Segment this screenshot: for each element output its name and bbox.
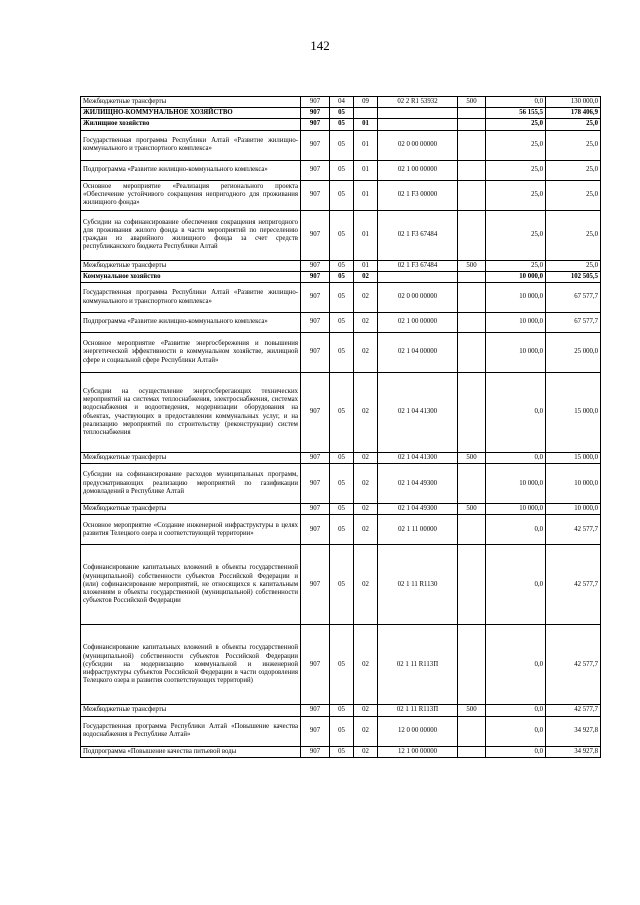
amount-year-2: 15 000,0 xyxy=(546,453,601,464)
table-row xyxy=(81,130,601,160)
row-name: Субсидии на осуществление энергосберегающих технических мероприятий на системах теплоснабжения, электроснабжения, системах водоснабжения и водоотведения, модернизации оборудования на объектах, участвующих в предоставлении коммунальных услуг, и на реализацию мероприятий по строительству (реконструкции) систем теплоснабжения xyxy=(81,373,301,453)
ministry-code: 907 xyxy=(301,453,330,464)
subsection-code: 02 xyxy=(354,271,378,282)
section-code: 05 xyxy=(330,716,354,746)
ministry-code: 907 xyxy=(301,108,330,119)
ministry-code: 907 xyxy=(301,545,330,625)
target-article-code: 12 1 00 00000 xyxy=(378,746,458,757)
expense-type-code xyxy=(458,333,486,373)
page-number: 142 xyxy=(310,38,330,53)
section-code: 05 xyxy=(330,515,354,545)
expense-type-code xyxy=(458,746,486,757)
expense-type-code xyxy=(458,180,486,210)
amount-year-2: 25,0 xyxy=(546,260,601,271)
target-article-code: 02 1 04 41300 xyxy=(378,453,458,464)
expense-type-code xyxy=(458,271,486,282)
expense-type-code xyxy=(458,716,486,746)
ministry-code: 907 xyxy=(301,515,330,545)
amount-year-2: 10 000,0 xyxy=(546,504,601,515)
ministry-code: 907 xyxy=(301,260,330,271)
subsection-code: 02 xyxy=(354,716,378,746)
target-article-code: 02 1 11 R113П xyxy=(378,705,458,716)
amount-year-2: 67 577,7 xyxy=(546,283,601,313)
amount-year-1: 10 000,0 xyxy=(486,504,546,515)
section-code: 05 xyxy=(330,210,354,260)
amount-year-2: 10 000,0 xyxy=(546,464,601,504)
expense-type-code xyxy=(458,210,486,260)
amount-year-1: 0,0 xyxy=(486,705,546,716)
target-article-code: 02 1 11 00000 xyxy=(378,515,458,545)
row-name: Основное мероприятие «Реализация регионального проекта «Обеспечение устойчивого сокращения непригодного для проживания жилищного фонда» xyxy=(81,180,301,210)
table-row xyxy=(81,160,601,180)
expense-type-code xyxy=(458,108,486,119)
amount-year-2: 42 577,7 xyxy=(546,625,601,705)
ministry-code: 907 xyxy=(301,210,330,260)
ministry-code: 907 xyxy=(301,283,330,313)
amount-year-1: 0,0 xyxy=(486,625,546,705)
row-name: Подпрограмма «Повышение качества питьевой воды xyxy=(81,746,301,757)
target-article-code: 02 1 00 00000 xyxy=(378,160,458,180)
amount-year-1: 0,0 xyxy=(486,97,546,108)
table-row xyxy=(81,705,601,716)
subsection-code: 09 xyxy=(354,97,378,108)
amount-year-2: 25,0 xyxy=(546,210,601,260)
subsection-code: 02 xyxy=(354,705,378,716)
subsection-code: 02 xyxy=(354,504,378,515)
table-row xyxy=(81,545,601,625)
budget-table xyxy=(80,96,601,758)
section-code: 05 xyxy=(330,746,354,757)
ministry-code: 907 xyxy=(301,373,330,453)
amount-year-1: 25,0 xyxy=(486,260,546,271)
row-name: Жилищное хозяйство xyxy=(81,119,301,130)
amount-year-1: 25,0 xyxy=(486,130,546,160)
table-row xyxy=(81,504,601,515)
subsection-code: 02 xyxy=(354,453,378,464)
ministry-code: 907 xyxy=(301,160,330,180)
section-code: 05 xyxy=(330,271,354,282)
target-article-code: 02 1 11 R113П xyxy=(378,625,458,705)
section-code: 05 xyxy=(330,130,354,160)
section-code: 05 xyxy=(330,119,354,130)
row-name: ЖИЛИЩНО-КОММУНАЛЬНОЕ ХОЗЯЙСТВО xyxy=(81,108,301,119)
section-code: 05 xyxy=(330,313,354,333)
section-code: 05 xyxy=(330,545,354,625)
row-name: Субсидии на софинансирование обеспечения сокращения непригодного для проживания жилого фонда в части мероприятий по переселению граждан из аварийного жилищного фонда за счет средств республиканского бюджета Республики Алтай xyxy=(81,210,301,260)
expense-type-code: 500 xyxy=(458,504,486,515)
amount-year-1: 25,0 xyxy=(486,180,546,210)
section-code: 05 xyxy=(330,504,354,515)
section-code: 04 xyxy=(330,97,354,108)
amount-year-1: 56 155,5 xyxy=(486,108,546,119)
expense-type-code xyxy=(458,515,486,545)
row-name: Коммунальное хозяйство xyxy=(81,271,301,282)
section-code: 05 xyxy=(330,705,354,716)
ministry-code: 907 xyxy=(301,464,330,504)
section-code: 05 xyxy=(330,108,354,119)
amount-year-2: 178 406,9 xyxy=(546,108,601,119)
ministry-code: 907 xyxy=(301,504,330,515)
section-code: 05 xyxy=(330,373,354,453)
amount-year-1: 0,0 xyxy=(486,746,546,757)
amount-year-1: 25,0 xyxy=(486,160,546,180)
row-name: Межбюджетные трансферты xyxy=(81,260,301,271)
subsection-code: 02 xyxy=(354,464,378,504)
ministry-code: 907 xyxy=(301,625,330,705)
row-name: Государственная программа Республики Алтай «Развитие жилищно-коммунального и транспортного комплекса» xyxy=(81,283,301,313)
target-article-code: 02 1 04 41300 xyxy=(378,373,458,453)
target-article-code: 02 1 04 00000 xyxy=(378,333,458,373)
table-row xyxy=(81,716,601,746)
section-code: 05 xyxy=(330,260,354,271)
subsection-code: 01 xyxy=(354,130,378,160)
subsection-code: 02 xyxy=(354,333,378,373)
amount-year-1: 25,0 xyxy=(486,119,546,130)
row-name: Государственная программа Республики Алтай «Развитие жилищно-коммунального и транспортного комплекса» xyxy=(81,130,301,160)
table-row xyxy=(81,210,601,260)
table-row xyxy=(81,464,601,504)
table-row xyxy=(81,333,601,373)
expense-type-code xyxy=(458,160,486,180)
section-code: 05 xyxy=(330,625,354,705)
target-article-code: 02 0 00 00000 xyxy=(378,130,458,160)
target-article-code: 12 0 00 00000 xyxy=(378,716,458,746)
target-article-code: 02 1 F3 67484 xyxy=(378,260,458,271)
section-code: 05 xyxy=(330,283,354,313)
amount-year-1: 10 000,0 xyxy=(486,271,546,282)
expense-type-code xyxy=(458,464,486,504)
ministry-code: 907 xyxy=(301,313,330,333)
table-row xyxy=(81,97,601,108)
ministry-code: 907 xyxy=(301,97,330,108)
table-row xyxy=(81,108,601,119)
row-name: Основное мероприятие «Развитие энергосбережения и повышения энергетической эффективности в коммунальном хозяйстве, жилищной сфере и социальной сфере Республики Алтай» xyxy=(81,333,301,373)
subsection-code: 01 xyxy=(354,260,378,271)
table-row xyxy=(81,746,601,757)
amount-year-1: 10 000,0 xyxy=(486,283,546,313)
ministry-code: 907 xyxy=(301,746,330,757)
amount-year-2: 25 000,0 xyxy=(546,333,601,373)
table-row xyxy=(81,515,601,545)
amount-year-1: 0,0 xyxy=(486,515,546,545)
amount-year-2: 42 577,7 xyxy=(546,545,601,625)
row-name: Межбюджетные трансферты xyxy=(81,453,301,464)
target-article-code: 02 1 F3 67484 xyxy=(378,210,458,260)
amount-year-2: 25,0 xyxy=(546,180,601,210)
expense-type-code xyxy=(458,130,486,160)
ministry-code: 907 xyxy=(301,716,330,746)
target-article-code: 02 2 R1 53932 xyxy=(378,97,458,108)
table-row xyxy=(81,119,601,130)
amount-year-1: 0,0 xyxy=(486,373,546,453)
section-code: 05 xyxy=(330,333,354,373)
amount-year-2: 67 577,7 xyxy=(546,313,601,333)
subsection-code: 02 xyxy=(354,746,378,757)
ministry-code: 907 xyxy=(301,180,330,210)
amount-year-1: 0,0 xyxy=(486,453,546,464)
row-name: Межбюджетные трансферты xyxy=(81,504,301,515)
table-row xyxy=(81,271,601,282)
subsection-code: 02 xyxy=(354,283,378,313)
subsection-code: 01 xyxy=(354,180,378,210)
amount-year-1: 10 000,0 xyxy=(486,464,546,504)
amount-year-1: 10 000,0 xyxy=(486,333,546,373)
amount-year-2: 15 000,0 xyxy=(546,373,601,453)
subsection-code: 01 xyxy=(354,210,378,260)
amount-year-2: 34 927,8 xyxy=(546,746,601,757)
expense-type-code: 500 xyxy=(458,453,486,464)
target-article-code: 02 1 04 49300 xyxy=(378,464,458,504)
section-code: 05 xyxy=(330,453,354,464)
subsection-code: 01 xyxy=(354,160,378,180)
target-article-code: 02 1 11 R1130 xyxy=(378,545,458,625)
target-article-code: 02 1 04 49300 xyxy=(378,504,458,515)
table-row xyxy=(81,453,601,464)
subsection-code: 01 xyxy=(354,119,378,130)
section-code: 05 xyxy=(330,160,354,180)
subsection-code xyxy=(354,108,378,119)
expense-type-code xyxy=(458,313,486,333)
target-article-code xyxy=(378,271,458,282)
subsection-code: 02 xyxy=(354,313,378,333)
expense-type-code xyxy=(458,625,486,705)
amount-year-2: 34 927,8 xyxy=(546,716,601,746)
table-row xyxy=(81,313,601,333)
subsection-code: 02 xyxy=(354,625,378,705)
target-article-code: 02 1 F3 00000 xyxy=(378,180,458,210)
expense-type-code: 500 xyxy=(458,705,486,716)
row-name: Подпрограмма «Развитие жилищно-коммунального комплекса» xyxy=(81,313,301,333)
row-name: Субсидии на софинансирование расходов муниципальных программ, предусматривающих реализацию мероприятий по газификации домовладений в Республике Алтай xyxy=(81,464,301,504)
row-name: Основное мероприятие «Создание инженерной инфраструктуры в целях развития Телецкого озера и соответствующей территории» xyxy=(81,515,301,545)
expense-type-code xyxy=(458,373,486,453)
amount-year-2: 25,0 xyxy=(546,119,601,130)
ministry-code: 907 xyxy=(301,130,330,160)
subsection-code: 02 xyxy=(354,545,378,625)
subsection-code: 02 xyxy=(354,515,378,545)
amount-year-2: 42 577,7 xyxy=(546,705,601,716)
table-row xyxy=(81,625,601,705)
section-code: 05 xyxy=(330,464,354,504)
target-article-code xyxy=(378,119,458,130)
row-name: Межбюджетные трансферты xyxy=(81,705,301,716)
expense-type-code: 500 xyxy=(458,260,486,271)
row-name: Межбюджетные трансферты xyxy=(81,97,301,108)
expense-type-code xyxy=(458,545,486,625)
row-name: Подпрограмма «Развитие жилищно-коммунального комплекса» xyxy=(81,160,301,180)
amount-year-2: 25,0 xyxy=(546,130,601,160)
ministry-code: 907 xyxy=(301,705,330,716)
target-article-code xyxy=(378,108,458,119)
table-row xyxy=(81,283,601,313)
amount-year-2: 130 000,0 xyxy=(546,97,601,108)
amount-year-1: 25,0 xyxy=(486,210,546,260)
section-code: 05 xyxy=(330,180,354,210)
target-article-code: 02 1 00 00000 xyxy=(378,313,458,333)
row-name: Софинансирование капитальных вложений в объекты государственной (муниципальной) собственности субъектов Российской Федерации и (или) софинансирование мероприятий, не относящихся к капитальным вложениям в объекты государственной (муниципальной) собственности субъектов Российской Федерации xyxy=(81,545,301,625)
ministry-code: 907 xyxy=(301,271,330,282)
amount-year-2: 25,0 xyxy=(546,160,601,180)
amount-year-2: 102 505,5 xyxy=(546,271,601,282)
amount-year-1: 0,0 xyxy=(486,716,546,746)
expense-type-code: 500 xyxy=(458,97,486,108)
table-row xyxy=(81,180,601,210)
table-row xyxy=(81,373,601,453)
amount-year-1: 0,0 xyxy=(486,545,546,625)
expense-type-code xyxy=(458,119,486,130)
target-article-code: 02 0 00 00000 xyxy=(378,283,458,313)
subsection-code: 02 xyxy=(354,373,378,453)
expense-type-code xyxy=(458,283,486,313)
row-name: Государственная программа Республики Алтай «Повышение качества водоснабжения в Республике Алтай» xyxy=(81,716,301,746)
row-name: Софинансирование капитальных вложений в объекты государственной (муниципальной) собственности субъектов Российской Федерации (субсидии на модернизацию коммунальной и инженерной инфраструктуры субъектов Российской Федерации в части оздоровления Телецкого озера и развития соответствующих территорий) xyxy=(81,625,301,705)
amount-year-1: 10 000,0 xyxy=(486,313,546,333)
table-row xyxy=(81,260,601,271)
ministry-code: 907 xyxy=(301,119,330,130)
amount-year-2: 42 577,7 xyxy=(546,515,601,545)
ministry-code: 907 xyxy=(301,333,330,373)
